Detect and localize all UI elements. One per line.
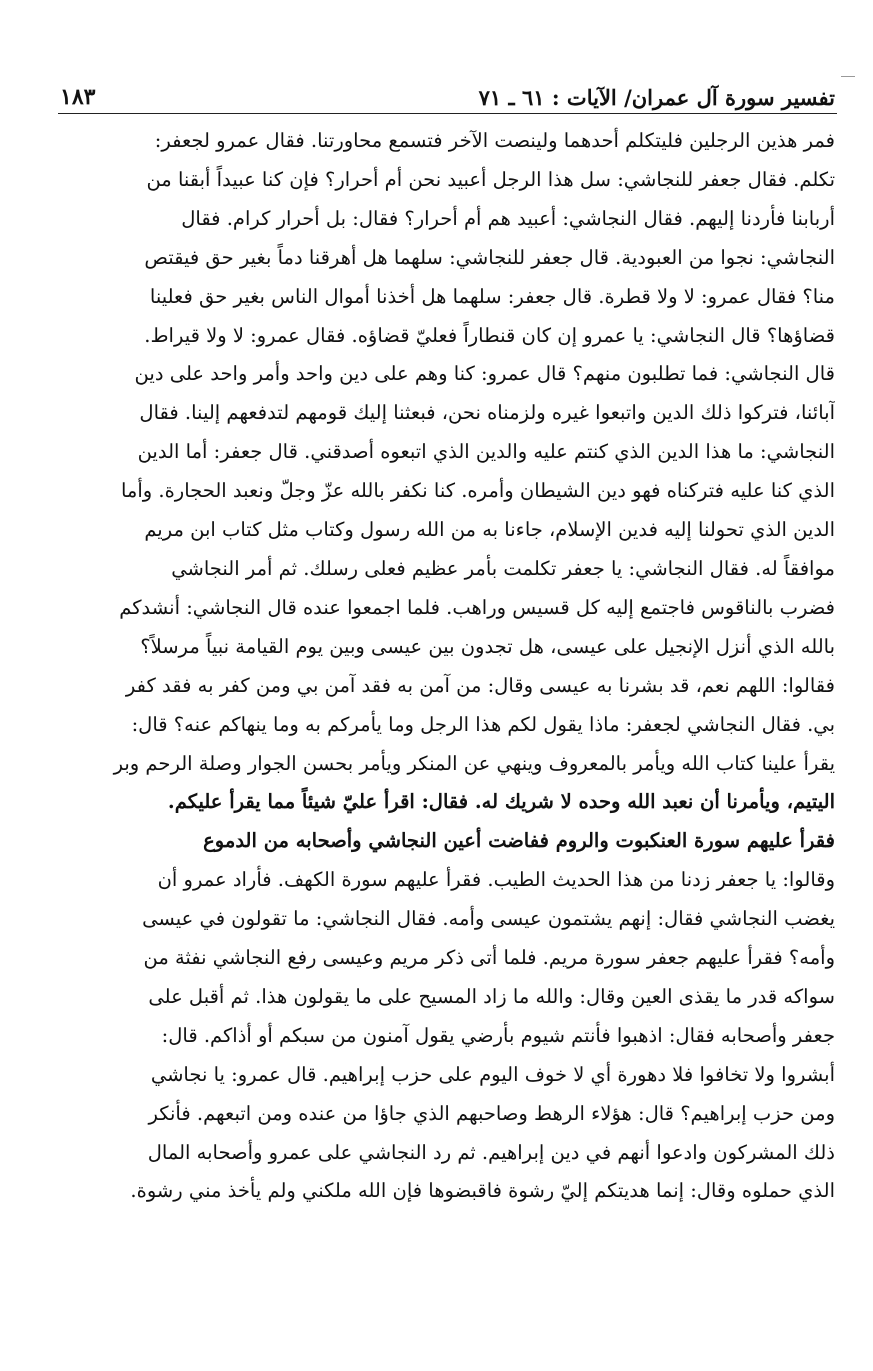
page-number: ١٨٣ — [60, 84, 96, 110]
text-line: منا؟ فقال عمرو: لا ولا قطرة. قال جعفر: سلهما هل أخذنا أموال الناس بغير حق فعلينا — [149, 284, 835, 308]
text-line: موافقاً له. فقال النجاشي: يا جعفر تكلمت بأمر عظيم فعلى رسلك. ثم أمر النجاشي — [171, 556, 835, 580]
text-line: جعفر وأصحابه فقال: اذهبوا فأنتم شيوم بأرضي يقول آمنون من سبكم أو أذاكم. قال: — [161, 1023, 835, 1047]
text-line: وأمه؟ فقرأ عليهم جعفر سورة مريم. فلما أتى ذكر مريم وعيسى رفع النجاشي نفثة من — [143, 946, 835, 970]
text-line: بي. فقال النجاشي لجعفر: ماذا يقول لكم هذا الرجل وما يأمركم به وما ينهاكم عنه؟ قال: — [131, 712, 835, 736]
text-line: ذلك المشركون وادعوا أنهم في دين إبراهيم. ثم رد النجاشي على عمرو وأصحابه المال — [147, 1140, 835, 1164]
text-line: يقرأ علينا كتاب الله ويأمر بالمعروف وينهي عن المنكر ويأمر بحسن الجوار وصلة الرحم وبر — [113, 751, 835, 775]
text-line: قضاؤها؟ قال النجاشي: يا عمرو إن كان قنطاراً فعليّ قضاؤه. فقال عمرو: لا ولا قيراط. — [144, 323, 835, 347]
text-line: يغضب النجاشي فقال: إنهم يشتمون عيسى وأمه. فقال النجاشي: ما تقولون في عيسى — [142, 907, 835, 931]
text-line: اليتيم، ويأمرنا أن نعبد الله وحده لا شريك له. فقال: اقرأ عليّ شيئاً مما يقرأ عليكم. — [167, 790, 835, 814]
text-line: الذي حملوه وقال: إنما هديتكم إليّ رشوة فاقبضوها فإن الله ملكني ولم يأخذ مني رشوة. — [130, 1179, 835, 1203]
text-line: سواكه قدر ما يقذى العين وقال: والله ما زاد المسيح على ما يقولون هذا. ثم أقبل على — [148, 984, 835, 1008]
text-line: أبشروا ولا تخافوا فلا دهورة أي لا خوف اليوم على حزب إبراهيم. قال عمرو: يا نجاشي — [150, 1062, 835, 1086]
text-line: قال النجاشي: فما تطلبون منهم؟ قال عمرو: كنا وهم على دين واحد وأمر واحد على دين — [134, 362, 835, 386]
text-line: النجاشي: نجوا من العبودية. قال جعفر للنجاشي: سلهما هل أهرقنا دماً بغير حق فيقتص — [144, 245, 835, 269]
running-header — [60, 70, 835, 110]
text-line: آبائنا، فتركوا ذلك الدين واتبعوا غيره ولزمناه نحن، فبعثنا إليك قومهم لتدفعهم إلينا. فقال — [139, 401, 835, 425]
text-line: وقالوا: يا جعفر زدنا من هذا الحديث الطيب. فقرأ عليهم سورة الكهف. فأراد عمرو أن — [157, 868, 835, 892]
text-line: تكلم. فقال جعفر للنجاشي: سل هذا الرجل أعبيد نحن أم أحرار؟ فإن كنا عبيداً أبقنا من — [146, 167, 835, 191]
text-line: فضرب بالناقوس فاجتمع إليه كل قسيس وراهب. فلما اجمعوا عنده قال النجاشي: أنشدكم — [119, 595, 835, 619]
body-text — [62, 122, 835, 1211]
text-line: ومن حزب إبراهيم؟ قال: هؤلاء الرهط وصاحبهم الذي جاؤا من عنده ومن اتبعهم. فأنكر — [148, 1101, 835, 1125]
header-rule — [58, 113, 837, 114]
text-line: فمر هذين الرجلين فليتكلم أحدهما ولينصت الآخر فتسمع محاورتنا. فقال عمرو لجعفر: — [154, 129, 835, 152]
text-line: أربابنا فأردنا إليهم. فقال النجاشي: أعبيد هم أم أحرار؟ فقال: بل أحرار كرام. فقال — [181, 206, 835, 230]
corner-mark — [841, 76, 855, 77]
running-title: تفسير سورة آل عمران/ الآيات : ٦١ ـ ٧١ — [478, 85, 835, 110]
text-line: بالله الذي أنزل الإنجيل على عيسى، هل تجدون بين عيسى وبين يوم القيامة نبياً مرسلاً؟ — [140, 634, 835, 658]
text-line: الذي كنا عليه فتركناه فهو دين الشيطان وأمره. كنا نكفر بالله عزّ وجلّ ونعبد الحجارة. وأما — [120, 479, 835, 503]
text-line: فقالوا: اللهم نعم، قد بشرنا به عيسى وقال: من آمن به فقد آمن بي ومن كفر به فقد كفر — [125, 673, 835, 697]
text-line: النجاشي: ما هذا الدين الذي كنتم عليه والدين الذي اتبعوه أصدقني. قال جعفر: أما الدين — [137, 440, 835, 464]
text-line: الدين الذي تحولنا إليه فدين الإسلام، جاءنا به من الله رسول وكتاب مثل كتاب ابن مريم — [144, 518, 835, 542]
quran-reading-line: فقرأ عليهم سورة العنكبوت والروم ففاضت أعين النجاشي وأصحابه من الدموع — [203, 829, 835, 853]
